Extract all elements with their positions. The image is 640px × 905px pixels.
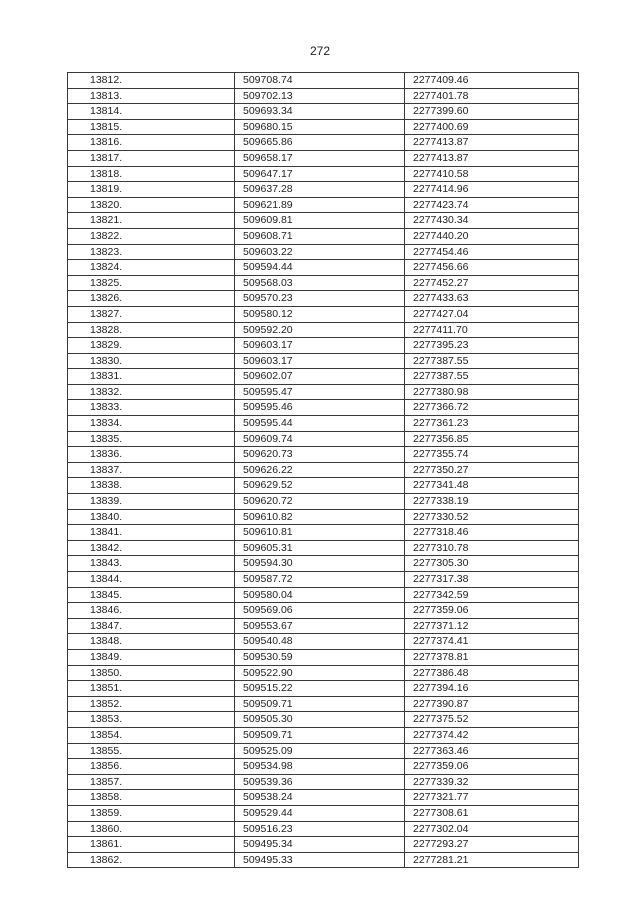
- table-row: [68, 572, 579, 588]
- point-number-cell: 13832.: [68, 384, 235, 400]
- point-number-cell: 13829.: [68, 338, 235, 354]
- y-coordinate-cell: 2277355.74: [405, 447, 579, 463]
- y-coordinate-cell: 2277359.06: [405, 759, 579, 775]
- y-coordinate-cell: 2277387.55: [405, 353, 579, 369]
- table-row: [68, 416, 579, 432]
- table-row: [68, 478, 579, 494]
- y-coordinate-cell: 2277409.46: [405, 73, 579, 89]
- x-coordinate-cell: 509621.89: [235, 197, 405, 213]
- y-coordinate-cell: 2277399.60: [405, 104, 579, 120]
- page-number: 272: [309, 44, 331, 58]
- x-coordinate-cell: 509626.22: [235, 462, 405, 478]
- x-coordinate-cell: 509540.48: [235, 634, 405, 650]
- point-number-cell: 13823.: [68, 244, 235, 260]
- x-coordinate-cell: 509608.71: [235, 228, 405, 244]
- point-number-cell: 13839.: [68, 494, 235, 510]
- y-coordinate-cell: 2277414.96: [405, 182, 579, 198]
- x-coordinate-cell: 509568.03: [235, 275, 405, 291]
- x-coordinate-cell: 509570.23: [235, 291, 405, 307]
- x-coordinate-cell: 509610.81: [235, 525, 405, 541]
- y-coordinate-cell: 2277452.27: [405, 275, 579, 291]
- table-row: [68, 790, 579, 806]
- point-number-cell: 13812.: [68, 73, 235, 89]
- x-coordinate-cell: 509603.22: [235, 244, 405, 260]
- y-coordinate-cell: 2277433.63: [405, 291, 579, 307]
- x-coordinate-cell: 509509.71: [235, 696, 405, 712]
- y-coordinate-cell: 2277330.52: [405, 509, 579, 525]
- table-row: [68, 260, 579, 276]
- point-number-cell: 13852.: [68, 696, 235, 712]
- table-row: [68, 681, 579, 697]
- x-coordinate-cell: 509587.72: [235, 572, 405, 588]
- table-row: [68, 603, 579, 619]
- y-coordinate-cell: 2277374.42: [405, 727, 579, 743]
- y-coordinate-cell: 2277366.72: [405, 400, 579, 416]
- y-coordinate-cell: 2277363.46: [405, 743, 579, 759]
- table-row: [68, 649, 579, 665]
- point-number-cell: 13844.: [68, 572, 235, 588]
- x-coordinate-cell: 509594.44: [235, 260, 405, 276]
- point-number-cell: 13813.: [68, 88, 235, 104]
- x-coordinate-cell: 509516.23: [235, 821, 405, 837]
- table-row: [68, 338, 579, 354]
- point-number-cell: 13824.: [68, 260, 235, 276]
- y-coordinate-cell: 2277411.70: [405, 322, 579, 338]
- point-number-cell: 13859.: [68, 805, 235, 821]
- table-row: [68, 353, 579, 369]
- point-number-cell: 13831.: [68, 369, 235, 385]
- point-number-cell: 13818.: [68, 166, 235, 182]
- x-coordinate-cell: 509693.34: [235, 104, 405, 120]
- point-number-cell: 13850.: [68, 665, 235, 681]
- y-coordinate-cell: 2277317.38: [405, 572, 579, 588]
- x-coordinate-cell: 509602.07: [235, 369, 405, 385]
- x-coordinate-cell: 509538.24: [235, 790, 405, 806]
- y-coordinate-cell: 2277318.46: [405, 525, 579, 541]
- y-coordinate-cell: 2277339.32: [405, 774, 579, 790]
- x-coordinate-cell: 509658.17: [235, 150, 405, 166]
- table-row: [68, 821, 579, 837]
- point-number-cell: 13856.: [68, 759, 235, 775]
- x-coordinate-cell: 509525.09: [235, 743, 405, 759]
- table-row: [68, 104, 579, 120]
- x-coordinate-cell: 509530.59: [235, 649, 405, 665]
- table-row: [68, 727, 579, 743]
- x-coordinate-cell: 509647.17: [235, 166, 405, 182]
- point-number-cell: 13830.: [68, 353, 235, 369]
- y-coordinate-cell: 2277305.30: [405, 556, 579, 572]
- table-row: [68, 431, 579, 447]
- point-number-cell: 13851.: [68, 681, 235, 697]
- point-number-cell: 13817.: [68, 150, 235, 166]
- table-row: [68, 618, 579, 634]
- point-number-cell: 13855.: [68, 743, 235, 759]
- y-coordinate-cell: 2277423.74: [405, 197, 579, 213]
- y-coordinate-cell: 2277321.77: [405, 790, 579, 806]
- y-coordinate-cell: 2277341.48: [405, 478, 579, 494]
- y-coordinate-cell: 2277430.34: [405, 213, 579, 229]
- point-number-cell: 13847.: [68, 618, 235, 634]
- x-coordinate-cell: 509610.82: [235, 509, 405, 525]
- point-number-cell: 13854.: [68, 727, 235, 743]
- y-coordinate-cell: 2277427.04: [405, 306, 579, 322]
- x-coordinate-cell: 509603.17: [235, 338, 405, 354]
- x-coordinate-cell: 509594.30: [235, 556, 405, 572]
- x-coordinate-cell: 509665.86: [235, 135, 405, 151]
- table-row: [68, 384, 579, 400]
- y-coordinate-cell: 2277410.58: [405, 166, 579, 182]
- table-row: [68, 447, 579, 463]
- point-number-cell: 13827.: [68, 306, 235, 322]
- point-number-cell: 13819.: [68, 182, 235, 198]
- x-coordinate-cell: 509609.81: [235, 213, 405, 229]
- table-row: [68, 743, 579, 759]
- x-coordinate-cell: 509708.74: [235, 73, 405, 89]
- x-coordinate-cell: 509539.36: [235, 774, 405, 790]
- point-number-cell: 13848.: [68, 634, 235, 650]
- y-coordinate-cell: 2277338.19: [405, 494, 579, 510]
- table-body: [68, 73, 579, 868]
- y-coordinate-cell: 2277375.52: [405, 712, 579, 728]
- y-coordinate-cell: 2277342.59: [405, 587, 579, 603]
- y-coordinate-cell: 2277293.27: [405, 837, 579, 853]
- point-number-cell: 13820.: [68, 197, 235, 213]
- point-number-cell: 13853.: [68, 712, 235, 728]
- table-row: [68, 665, 579, 681]
- table-row: [68, 587, 579, 603]
- x-coordinate-cell: 509595.47: [235, 384, 405, 400]
- table-row: [68, 275, 579, 291]
- x-coordinate-cell: 509534.98: [235, 759, 405, 775]
- point-number-cell: 13862.: [68, 852, 235, 868]
- table-row: [68, 712, 579, 728]
- x-coordinate-cell: 509680.15: [235, 119, 405, 135]
- x-coordinate-cell: 509569.06: [235, 603, 405, 619]
- y-coordinate-cell: 2277454.46: [405, 244, 579, 260]
- point-number-cell: 13836.: [68, 447, 235, 463]
- point-number-cell: 13822.: [68, 228, 235, 244]
- x-coordinate-cell: 509580.12: [235, 306, 405, 322]
- point-number-cell: 13816.: [68, 135, 235, 151]
- table-row: [68, 213, 579, 229]
- table-row: [68, 88, 579, 104]
- table-row: [68, 494, 579, 510]
- table-row: [68, 135, 579, 151]
- y-coordinate-cell: 2277350.27: [405, 462, 579, 478]
- table-row: [68, 291, 579, 307]
- table-row: [68, 805, 579, 821]
- table-row: [68, 369, 579, 385]
- y-coordinate-cell: 2277456.66: [405, 260, 579, 276]
- table-row: [68, 150, 579, 166]
- y-coordinate-cell: 2277394.16: [405, 681, 579, 697]
- y-coordinate-cell: 2277400.69: [405, 119, 579, 135]
- point-number-cell: 13849.: [68, 649, 235, 665]
- x-coordinate-cell: 509629.52: [235, 478, 405, 494]
- point-number-cell: 13860.: [68, 821, 235, 837]
- table-row: [68, 166, 579, 182]
- x-coordinate-cell: 509595.46: [235, 400, 405, 416]
- point-number-cell: 13826.: [68, 291, 235, 307]
- point-number-cell: 13845.: [68, 587, 235, 603]
- coordinates-table: [67, 72, 579, 868]
- y-coordinate-cell: 2277371.12: [405, 618, 579, 634]
- point-number-cell: 13837.: [68, 462, 235, 478]
- point-number-cell: 13841.: [68, 525, 235, 541]
- table-row: [68, 634, 579, 650]
- x-coordinate-cell: 509592.20: [235, 322, 405, 338]
- point-number-cell: 13814.: [68, 104, 235, 120]
- x-coordinate-cell: 509595.44: [235, 416, 405, 432]
- table-row: [68, 182, 579, 198]
- point-number-cell: 13821.: [68, 213, 235, 229]
- table-row: [68, 774, 579, 790]
- y-coordinate-cell: 2277378.81: [405, 649, 579, 665]
- x-coordinate-cell: 509605.31: [235, 540, 405, 556]
- x-coordinate-cell: 509620.72: [235, 494, 405, 510]
- x-coordinate-cell: 509620.73: [235, 447, 405, 463]
- x-coordinate-cell: 509702.13: [235, 88, 405, 104]
- x-coordinate-cell: 509637.28: [235, 182, 405, 198]
- table-row: [68, 322, 579, 338]
- table-row: [68, 73, 579, 89]
- x-coordinate-cell: 509515.22: [235, 681, 405, 697]
- x-coordinate-cell: 509509.71: [235, 727, 405, 743]
- table-row: [68, 509, 579, 525]
- y-coordinate-cell: 2277359.06: [405, 603, 579, 619]
- x-coordinate-cell: 509529.44: [235, 805, 405, 821]
- table-row: [68, 837, 579, 853]
- table-row: [68, 462, 579, 478]
- point-number-cell: 13828.: [68, 322, 235, 338]
- y-coordinate-cell: 2277308.61: [405, 805, 579, 821]
- y-coordinate-cell: 2277361.23: [405, 416, 579, 432]
- point-number-cell: 13815.: [68, 119, 235, 135]
- table-row: [68, 759, 579, 775]
- y-coordinate-cell: 2277374.41: [405, 634, 579, 650]
- table-row: [68, 525, 579, 541]
- y-coordinate-cell: 2277440.20: [405, 228, 579, 244]
- point-number-cell: 13858.: [68, 790, 235, 806]
- y-coordinate-cell: 2277356.85: [405, 431, 579, 447]
- x-coordinate-cell: 509603.17: [235, 353, 405, 369]
- x-coordinate-cell: 509522.90: [235, 665, 405, 681]
- x-coordinate-cell: 509580.04: [235, 587, 405, 603]
- y-coordinate-cell: 2277387.55: [405, 369, 579, 385]
- y-coordinate-cell: 2277310.78: [405, 540, 579, 556]
- x-coordinate-cell: 509505.30: [235, 712, 405, 728]
- x-coordinate-cell: 509609.74: [235, 431, 405, 447]
- point-number-cell: 13825.: [68, 275, 235, 291]
- y-coordinate-cell: 2277401.78: [405, 88, 579, 104]
- point-number-cell: 13843.: [68, 556, 235, 572]
- y-coordinate-cell: 2277413.87: [405, 150, 579, 166]
- table-row: [68, 400, 579, 416]
- point-number-cell: 13834.: [68, 416, 235, 432]
- y-coordinate-cell: 2277302.04: [405, 821, 579, 837]
- point-number-cell: 13846.: [68, 603, 235, 619]
- table-row: [68, 556, 579, 572]
- y-coordinate-cell: 2277380.98: [405, 384, 579, 400]
- y-coordinate-cell: 2277390.87: [405, 696, 579, 712]
- x-coordinate-cell: 509553.67: [235, 618, 405, 634]
- table-row: [68, 244, 579, 260]
- x-coordinate-cell: 509495.34: [235, 837, 405, 853]
- table-row: [68, 228, 579, 244]
- y-coordinate-cell: 2277281.21: [405, 852, 579, 868]
- table-row: [68, 306, 579, 322]
- table-row: [68, 119, 579, 135]
- point-number-cell: 13838.: [68, 478, 235, 494]
- table-row: [68, 540, 579, 556]
- point-number-cell: 13861.: [68, 837, 235, 853]
- table-row: [68, 696, 579, 712]
- point-number-cell: 13833.: [68, 400, 235, 416]
- y-coordinate-cell: 2277413.87: [405, 135, 579, 151]
- y-coordinate-cell: 2277395.23: [405, 338, 579, 354]
- point-number-cell: 13835.: [68, 431, 235, 447]
- table-row: [68, 852, 579, 868]
- point-number-cell: 13840.: [68, 509, 235, 525]
- point-number-cell: 13857.: [68, 774, 235, 790]
- x-coordinate-cell: 509495.33: [235, 852, 405, 868]
- point-number-cell: 13842.: [68, 540, 235, 556]
- y-coordinate-cell: 2277386.48: [405, 665, 579, 681]
- table-row: [68, 197, 579, 213]
